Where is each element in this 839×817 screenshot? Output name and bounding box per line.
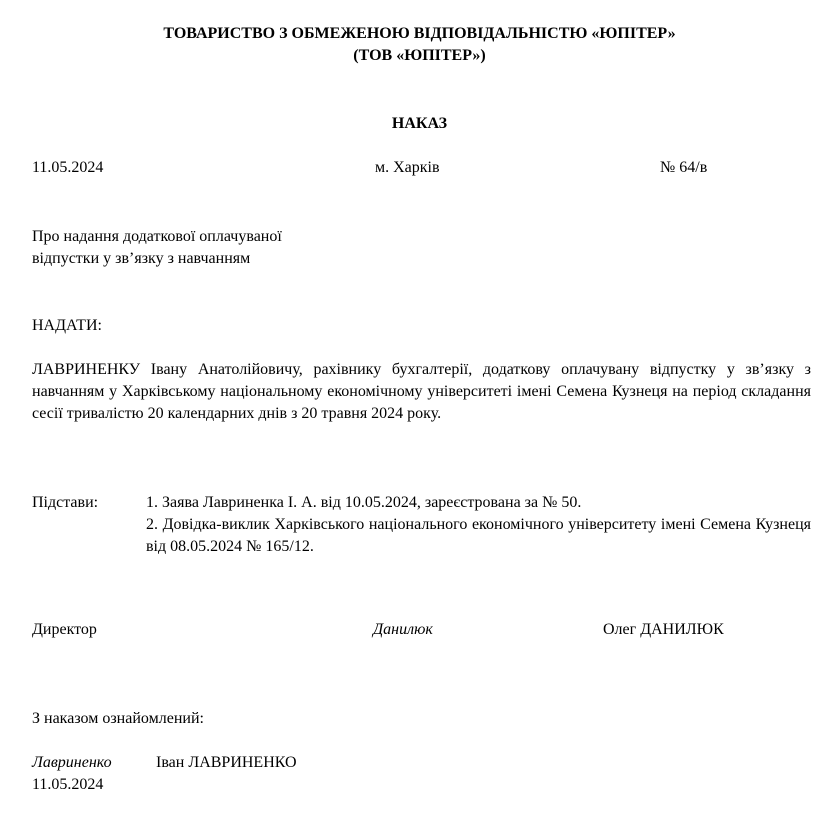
subject-line-1: Про надання додаткової оплачуваної bbox=[32, 228, 282, 245]
signatory-name: Олег ДАНИЛЮК bbox=[603, 621, 724, 638]
document-number: № 64/в bbox=[660, 159, 708, 176]
director-signature: Данилюк bbox=[373, 621, 433, 638]
directive-heading: НАДАТИ: bbox=[32, 317, 102, 334]
basis-item-1: 1. Заява Лавриненка І. А. від 10.05.2024, зареєстрована за № 50. bbox=[146, 494, 582, 511]
document-city: м. Харків bbox=[375, 159, 440, 176]
basis-label: Підстави: bbox=[32, 494, 99, 511]
order-body-paragraph: ЛАВРИНЕНКУ Івану Анатолійовичу, рахівнику бухгалтерії, додаткову оплачувану відпустку у зв’язку з навчанням у Харківському національному економічному університеті імені Семена Кузнеця на період складання сесії тривалістю 20 календарних днів з 20 травня 2024 року. bbox=[32, 361, 811, 422]
signatory-position: Директор bbox=[32, 621, 97, 638]
organization-name: ТОВАРИСТВО З ОБМЕЖЕНОЮ ВІДПОВІДАЛЬНІСТЮ «ЮПІТЕР» bbox=[163, 25, 676, 42]
document-date: 11.05.2024 bbox=[32, 159, 104, 176]
employee-signature: Лавриненко bbox=[32, 754, 112, 771]
subject-line-2: відпустки у зв’язку з навчанням bbox=[32, 250, 251, 267]
organization-short-name: (ТОВ «ЮПІТЕР») bbox=[353, 47, 486, 64]
document-title: НАКАЗ bbox=[391, 115, 448, 132]
acknowledgement-label: З наказом ознайомлений: bbox=[32, 710, 204, 727]
basis-list bbox=[146, 492, 811, 558]
basis-item-2: 2. Довідка-виклик Харківського національного економічного університету імені Семена Кузнеця від 08.05.2024 № 165/12. bbox=[146, 516, 811, 555]
acknowledgement-date: 11.05.2024 bbox=[32, 776, 104, 793]
employee-name: Іван ЛАВРИНЕНКО bbox=[156, 754, 297, 771]
